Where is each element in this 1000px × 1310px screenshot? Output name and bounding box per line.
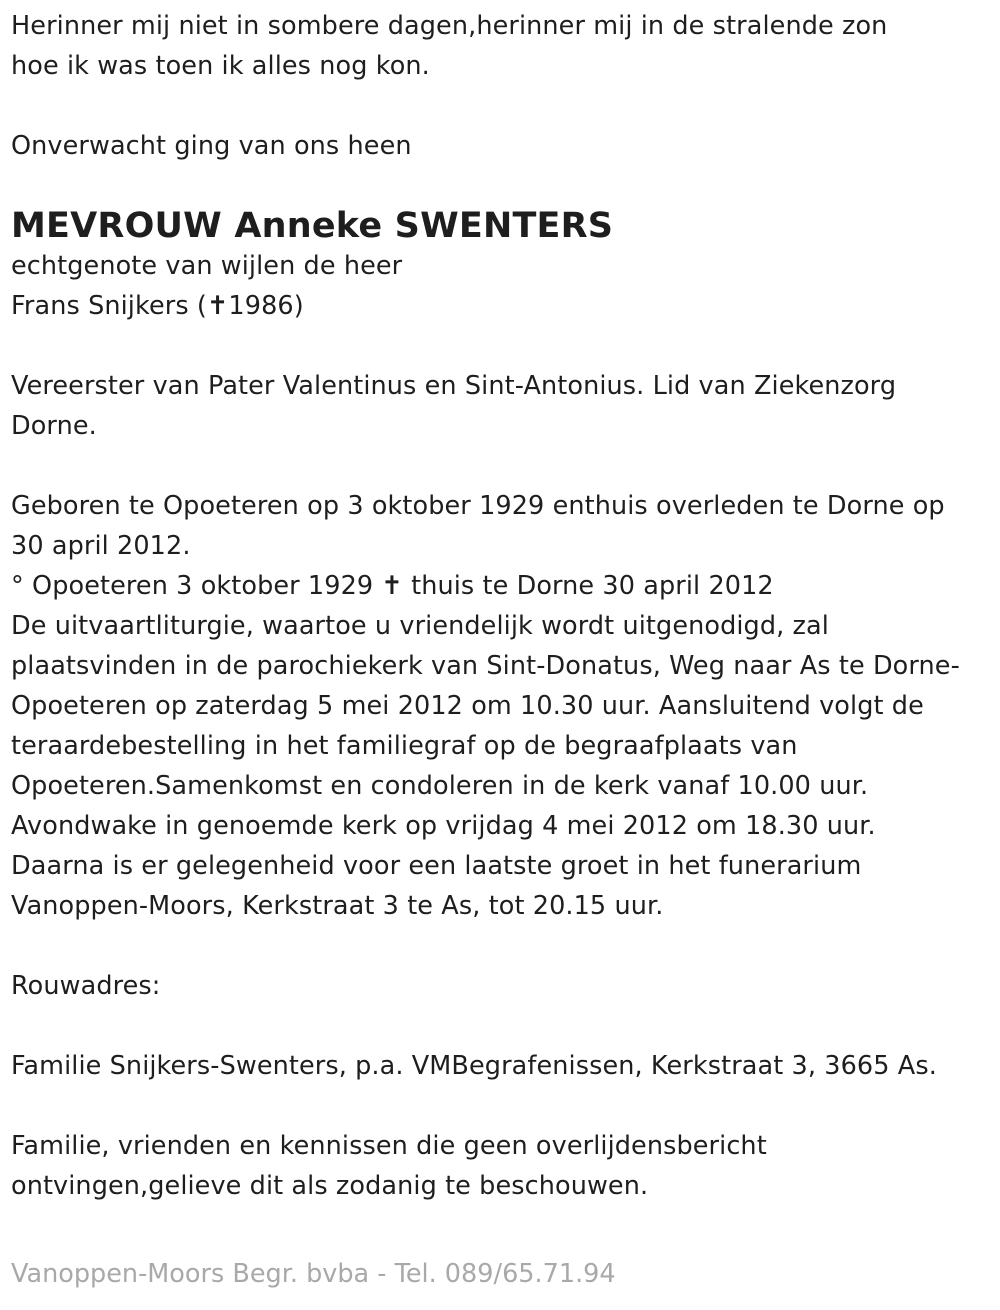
ceremony-line-1: De uitvaartliturgie, waartoe u vriendelijk wordt uitgenodigd, zal [11,611,829,641]
intro-text: Onverwacht ging van ons heen [11,131,412,161]
blank-line [11,86,996,126]
blank-line [11,326,996,366]
blank-line [11,446,996,486]
devotion-line-1: Vereerster van Pater Valentinus en Sint-Antonius. Lid van Ziekenzorg [11,371,897,401]
ceremony-line-5: Opoeteren.Samenkomst en condoleren in de kerk vanaf 10.00 uur. [11,771,869,801]
ceremony-line-4: teraardebestelling in het familiegraf op de begraafplaats van [11,731,798,761]
birth-death-line-3: ° Opoeteren 3 oktober 1929 ✝ thuis te Dorne 30 april 2012 [11,571,774,601]
birth-death-line-2: 30 april 2012. [11,531,191,561]
blank-line [11,926,996,966]
address-label: Rouwadres: [11,971,161,1001]
blank-line [11,1006,996,1046]
spouse-line-2: Frans Snijkers (✝1986) [11,291,304,321]
footer-contact: Vanoppen-Moors Begr. bvba - Tel. 089/65.71.94 [11,1259,616,1289]
ceremony-line-7: Daarna is er gelegenheid voor een laatste groet in het funerarium [11,851,862,881]
address-value: Familie Snijkers-Swenters, p.a. VMBegrafenissen, Kerkstraat 3, 3665 As. [11,1051,937,1081]
ceremony-line-3: Opoeteren op zaterdag 5 mei 2012 om 10.30 uur. Aansluitend volgt de [11,691,924,721]
spouse-line-1: echtgenote van wijlen de heer [11,251,403,281]
poem-line-1: Herinner mij niet in sombere dagen,herinner mij in de stralende zon [11,11,888,41]
ceremony-line-2: plaatsvinden in de parochiekerk van Sint-Donatus, Weg naar As te Dorne- [11,651,960,681]
ceremony-line-6: Avondwake in genoemde kerk op vrijdag 4 mei 2012 om 18.30 uur. [11,811,876,841]
notice-line-2: ontvingen,gelieve dit als zodanig te beschouwen. [11,1171,649,1201]
deceased-name: MEVROUW Anneke SWENTERS [11,206,614,246]
blank-line [11,166,996,206]
obituary-document [11,0,996,1206]
ceremony-line-8: Vanoppen-Moors, Kerkstraat 3 te As, tot 20.15 uur. [11,891,664,921]
poem-line-2: hoe ik was toen ik alles nog kon. [11,51,430,81]
devotion-line-2: Dorne. [11,411,97,441]
blank-line [11,1086,996,1126]
birth-death-line-1: Geboren te Opoeteren op 3 oktober 1929 enthuis overleden te Dorne op [11,491,945,521]
notice-line-1: Familie, vrienden en kennissen die geen overlijdensbericht [11,1131,767,1161]
